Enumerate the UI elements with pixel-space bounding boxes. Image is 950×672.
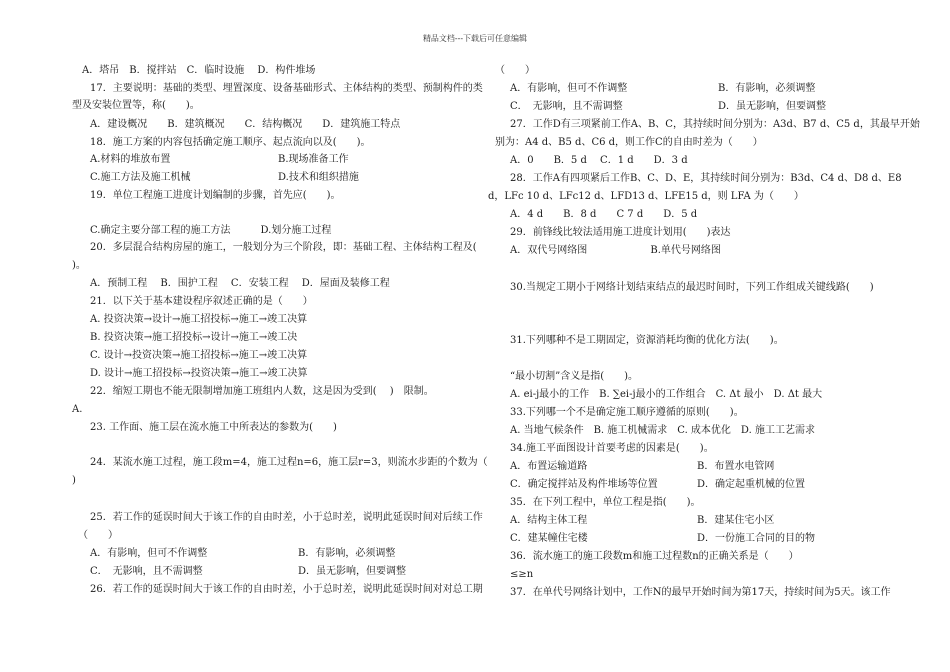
q28-line1: 28．工作A有四项紧后工作B、C、D、E，其持续时间分别为：B3d、C4 d、D8 d、E8 xyxy=(510,173,902,184)
q27-line2: 别为：A4 d、B5 d、C6 d，则工作C的自由时差为（ ） xyxy=(495,137,763,148)
q34-opt-d: D．确定起重机械的位置 xyxy=(697,479,806,490)
q25-opt-c: C． 无影响，且不需调整 xyxy=(90,566,203,577)
q36-stem: 36．流水施工的施工段数m和施工过程数n的正确关系是（ ） xyxy=(510,551,799,562)
q34-stem: 34.施工平面图设计首要考虑的因素是( )。 xyxy=(510,443,714,454)
q21-opt-c: C. 设计→投资决策→施工招投标→施工→竣工决算 xyxy=(90,350,308,361)
q22-answer: A. xyxy=(72,404,83,415)
q18-opt-a: A.材料的堆放布置 xyxy=(90,154,171,165)
q17-line1: 17．主要说明：基础的类型、埋置深度、设备基础形式、主体结构的类型、预制构件的类 xyxy=(90,83,483,94)
q34-opt-b: B．布置水电管网 xyxy=(697,461,775,472)
q25-opt-a: A．有影响，但可不作调整 xyxy=(90,548,208,559)
q26-paren: （ ） xyxy=(495,65,535,76)
q21-opt-d: D. 设计→施工招投标→投资决策→施工→竣工决算 xyxy=(90,368,308,379)
q18-stem: 18．施工方案的内容包括确定施工顺序、起点流向以及( )。 xyxy=(90,137,371,148)
q26-opt-d: D．虽无影响，但要调整 xyxy=(718,101,827,112)
q18-opt-b: B.现场准备工作 xyxy=(278,154,349,165)
q33-stem: 33.下列哪一个不是确定施工顺序遵循的原则( )。 xyxy=(510,407,744,418)
q20-options: A．预制工程 B．围护工程 C．安装工程 D．屋面及装修工程 xyxy=(90,278,390,289)
q21-opt-b: B. 投资决策→施工招投标→设计→施工→竣工决 xyxy=(90,332,298,343)
q34-opt-c: C．确定搅拌站及构件堆场等位置 xyxy=(510,479,658,490)
q17-options: A．建设概况 B．建筑概况 C．结构概况 D．建筑施工特点 xyxy=(90,119,401,130)
q35-opt-b: B．建某住宅小区 xyxy=(697,515,775,526)
q32-stem: “最小切割”含义是指( )。 xyxy=(510,371,639,382)
q20-line2: )。 xyxy=(72,260,86,271)
q30-stem: 30.当规定工期小于网络计划结束结点的最迟时间时，下列工作组成关键线路( ) xyxy=(510,282,874,293)
q28-options: A．4 d B．8 d C 7 d D．5 d xyxy=(510,209,698,220)
q20-line1: 20．多层混合结构房屋的施工，一般划分为三个阶段，即：基础工程、主体结构工程及( xyxy=(90,242,477,253)
q23-stem: 23. 工作面、施工层在流水施工中所表达的参数为( ) xyxy=(90,422,337,433)
q16-options: A．塔吊 B．搅拌站 C．临时设施 D．构件堆场 xyxy=(82,65,316,76)
q26-opt-c: C． 无影响，且不需调整 xyxy=(510,101,623,112)
q19-stem: 19．单位工程施工进度计划编制的步骤，首先应( )。 xyxy=(90,190,341,201)
q25-line2: （ ） xyxy=(78,530,118,541)
q28-line2: d，LFc 10 d、LFc12 d、LFD13 d、LFE15 d，则 LFA 为（ ） xyxy=(488,191,804,202)
q19-options: C.确定主要分部工程的施工方法 D.划分施工过程 xyxy=(90,225,332,236)
q17-line2: 型及安装位置等，称( )。 xyxy=(72,100,200,111)
q25-line1: 25．若工作的延误时间大于该工作的自由时差，小于总时差，说明此延误时间对后续工作 xyxy=(90,512,483,523)
q25-opt-d: D．虽无影响，但要调整 xyxy=(298,566,407,577)
q37-line1: 37．在单代号网络计划中，工作N的最早开始时间为第17天，持续时间为5天。该工作 xyxy=(510,587,891,598)
q26-opt-a: A．有影响，但可不作调整 xyxy=(510,83,628,94)
q18-opt-d: D.技术和组织措施 xyxy=(278,172,359,183)
page-header: 精品文档---下载后可任意编辑 xyxy=(422,34,528,43)
q26-opt-b: B．有影响，必须调整 xyxy=(718,83,816,94)
q18-opt-c: C.施工方法及施工机械 xyxy=(90,172,191,183)
q31-stem: 31.下列哪种不是工期固定，资源消耗均衡的优化方法( )。 xyxy=(510,335,784,346)
q33-options: A. 当地气候条件 B. 施工机械需求 C. 成本优化 D. 施工工艺需求 xyxy=(510,425,815,436)
q21-opt-a: A. 投资决策→设计→施工招投标→施工→竣工决算 xyxy=(90,314,308,325)
q27-line1: 27．工作D有三项紧前工作A、B、C，其持续时间分别为：A3d、B7 d、C5 d，其最早开始 xyxy=(510,119,920,130)
q25-opt-b: B．有影响，必须调整 xyxy=(298,548,396,559)
q35-opt-a: A．结构主体工程 xyxy=(510,515,588,526)
q24-line1: 24．某流水施工过程，施工段m=4，施工过程n=6，施工层r=3，则流水步距的个数为（ xyxy=(90,457,488,468)
q26-line1: 26．若工作的延误时间大于该工作的自由时差，小于总时差，说明此延误时间对对总工期 xyxy=(90,584,483,595)
q27-options: A．0 B．5 d C．1 d D．3 d xyxy=(510,155,688,166)
q21-stem: 21．以下关于基本建设程序叙述正确的是（ ） xyxy=(90,296,313,307)
q36-answer: ≤≥n xyxy=(510,569,534,580)
q24-line2: ) xyxy=(72,475,76,486)
q34-opt-a: A．布置运输道路 xyxy=(510,461,588,472)
q32-options: A. ei-j最小的工作 B. ∑ei-j最小的工作组合 C. Δt 最小 D. Δt 最大 xyxy=(510,389,823,400)
q29-stem: 29．前锋线比较法适用施工进度计划用( )表达 xyxy=(510,227,731,238)
q35-stem: 35．在下列工程中，单位工程是指( )。 xyxy=(510,497,701,508)
q29-options: A．双代号网络图 B.单代号网络图 xyxy=(510,245,721,256)
q35-opt-d: D．一份施工合同的目的物 xyxy=(697,533,816,544)
q22-stem: 22．缩短工期也不能无限制增加施工班组内人数，这是因为受到( ) 限制。 xyxy=(90,386,434,397)
q35-opt-c: C．建某幢住宅楼 xyxy=(510,533,588,544)
